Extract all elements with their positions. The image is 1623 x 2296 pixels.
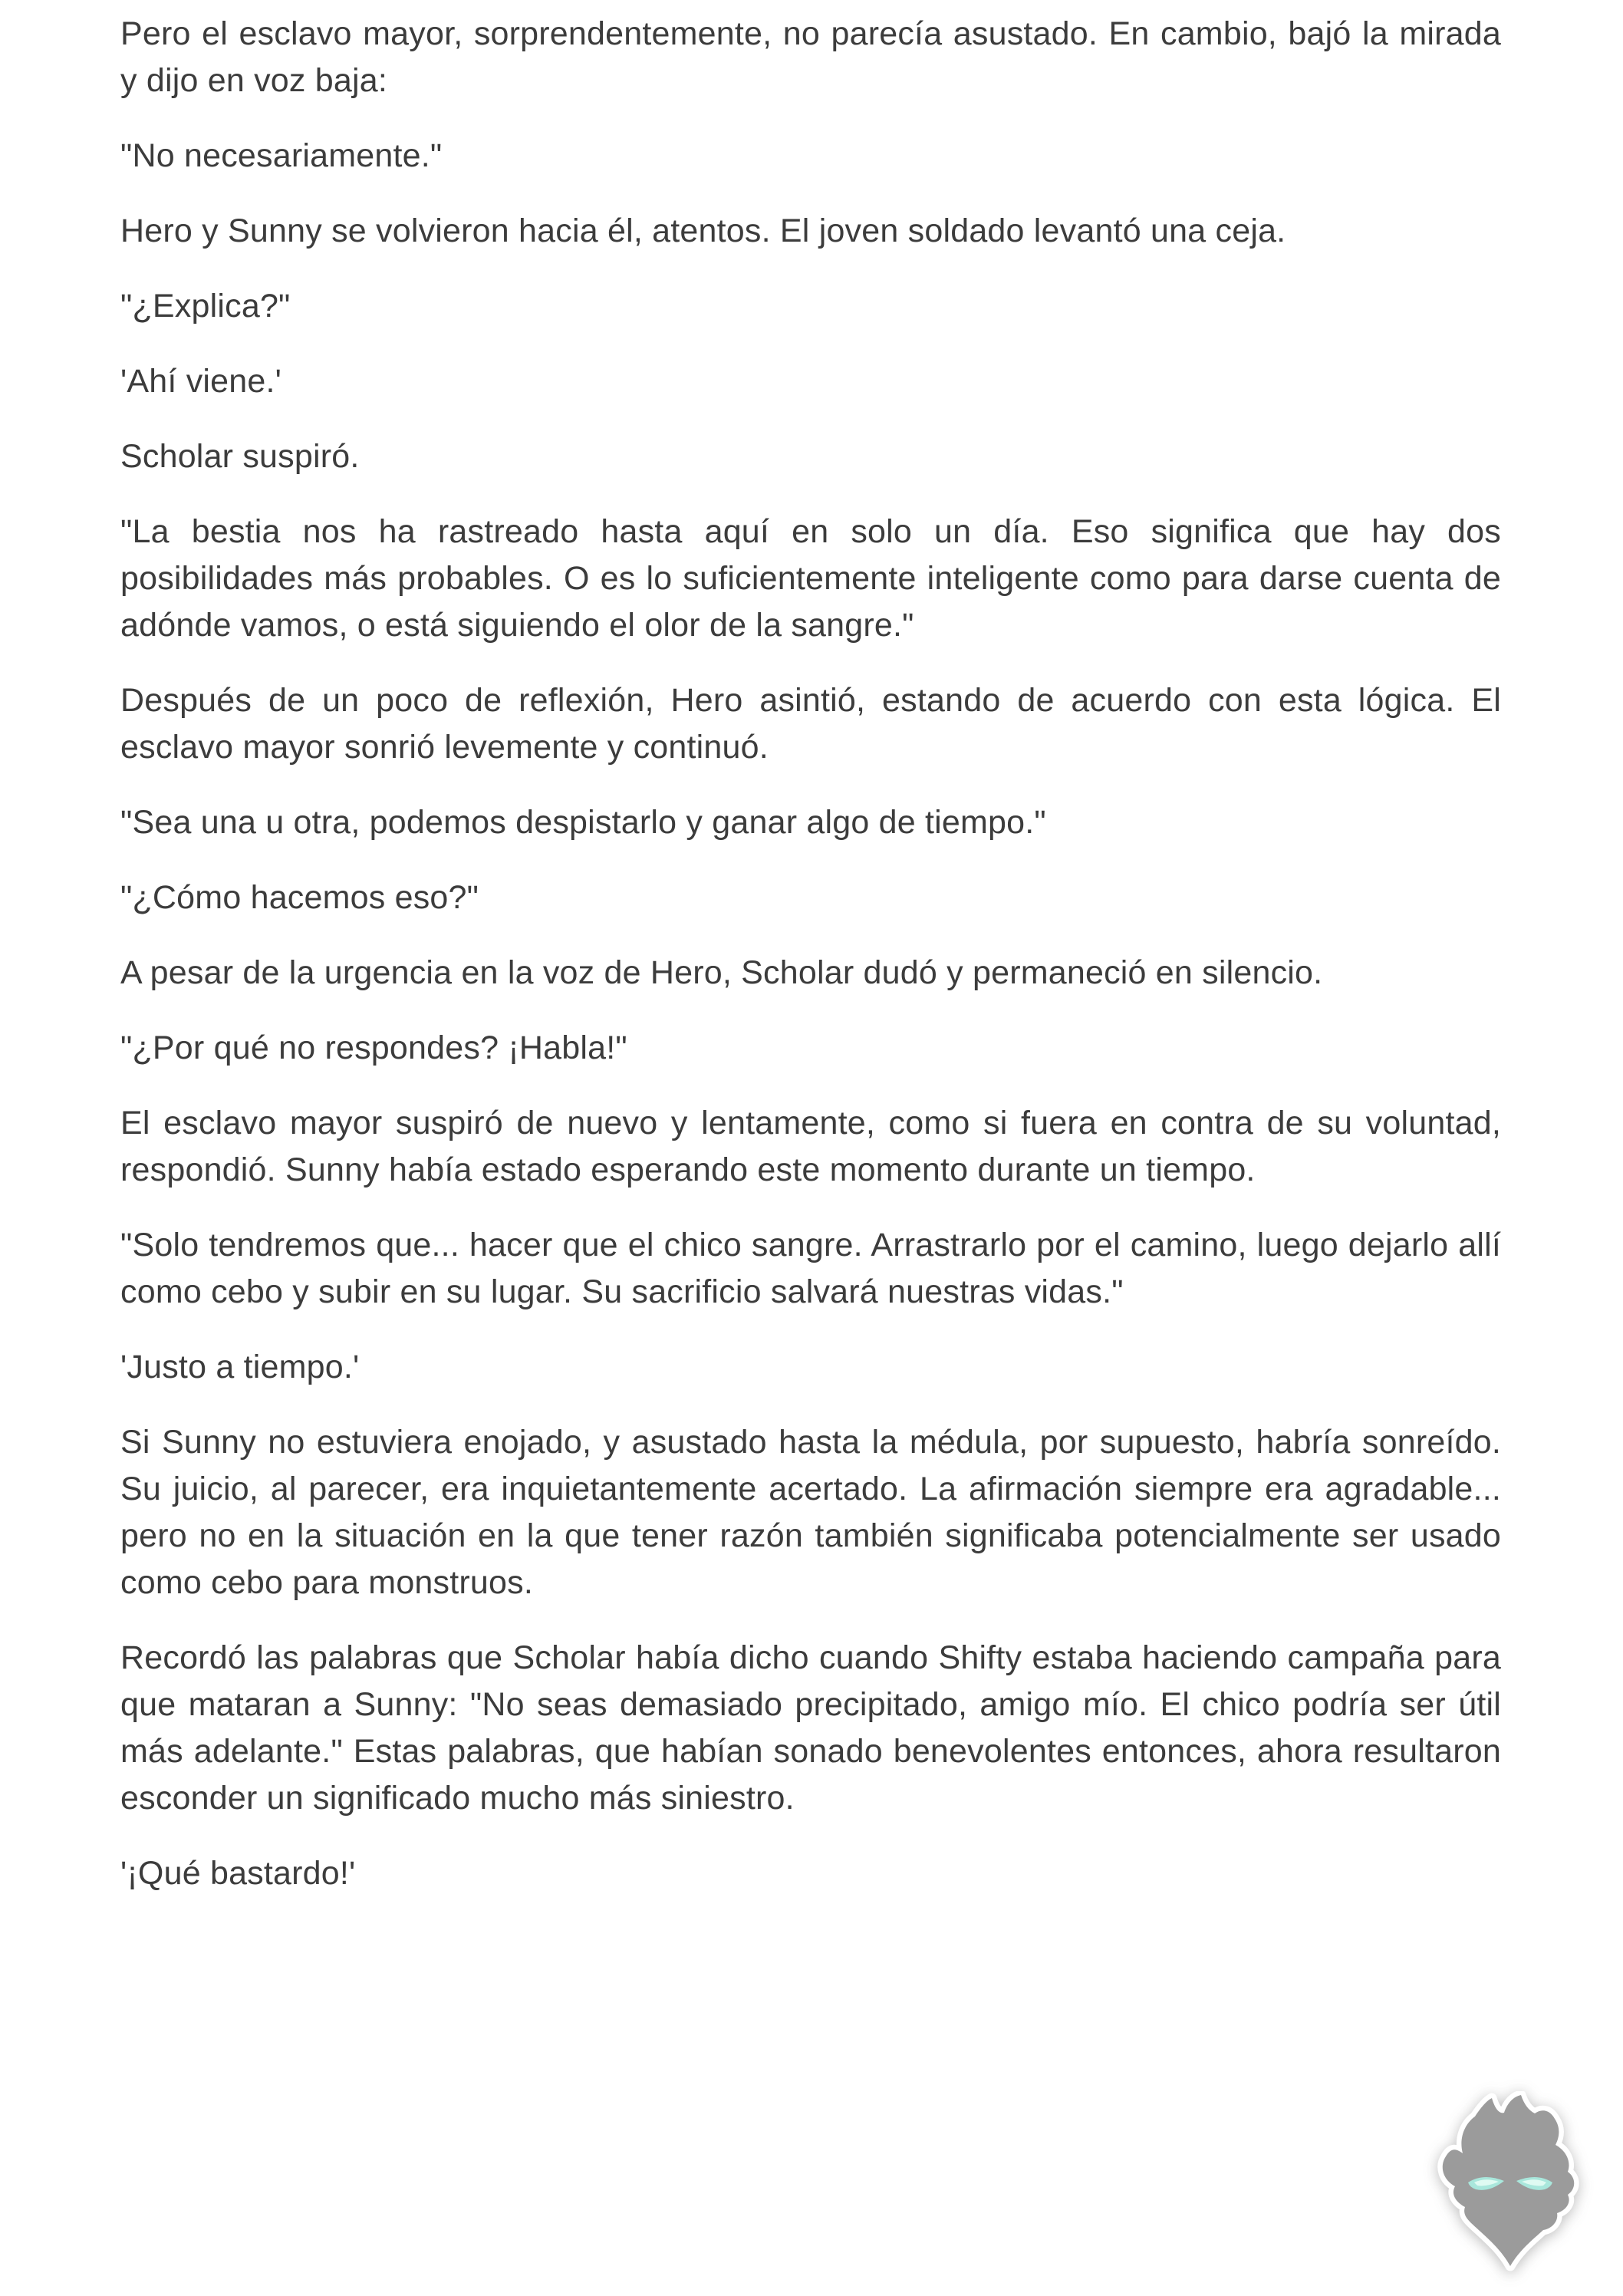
paragraph: "Solo tendremos que... hacer que el chico sangre. Arrastrarlo por el camino, luego dejarlo allí como cebo y subir en su lugar. Su sacrificio salvará nuestras vidas." xyxy=(120,1227,1501,1310)
paragraph: "Sea una u otra, podemos despistarlo y ganar algo de tiempo." xyxy=(120,804,1046,841)
paragraph: "¿Explica?" xyxy=(120,288,291,324)
chapter-text xyxy=(120,11,1501,1925)
demon-head-logo xyxy=(1431,2091,1589,2272)
paragraph: Recordó las palabras que Scholar había dicho cuando Shifty estaba haciendo campaña para que mataran a Sunny: "No seas demasiado precipitado, amigo mío. El chico podría ser útil más adelante." Estas palabras, que habían sonado benevolentes entonces, ahora resultaron esconder un significado mucho más siniestro. xyxy=(120,1639,1501,1817)
paragraph: "La bestia nos ha rastreado hasta aquí en solo un día. Eso significa que hay dos posibilidades más probables. O es lo suficientemente inteligente como para darse cuenta de adónde vamos, o está siguiendo el olor de la sangre." xyxy=(120,513,1501,644)
paragraph: "No necesariamente." xyxy=(120,137,443,174)
paragraph: '¡Qué bastardo!' xyxy=(120,1855,356,1892)
paragraph: 'Justo a tiempo.' xyxy=(120,1349,360,1385)
paragraph: El esclavo mayor suspiró de nuevo y lentamente, como si fuera en contra de su voluntad, respondió. Sunny había estado esperando este momento durante un tiempo. xyxy=(120,1105,1501,1188)
paragraph: Hero y Sunny se volvieron hacia él, atentos. El joven soldado levantó una ceja. xyxy=(120,212,1286,249)
paragraph: 'Ahí viene.' xyxy=(120,363,282,400)
paragraph: A pesar de la urgencia en la voz de Hero, Scholar dudó y permaneció en silencio. xyxy=(120,954,1323,991)
paragraph: "¿Cómo hacemos eso?" xyxy=(120,879,479,916)
logo-silhouette xyxy=(1443,2095,1574,2266)
demon-head-logo-icon xyxy=(1431,2091,1589,2272)
paragraph: Pero el esclavo mayor, sorprendentemente, no parecía asustado. En cambio, bajó la mirada y dijo en voz baja: xyxy=(120,15,1501,99)
paragraph: Scholar suspiró. xyxy=(120,438,360,475)
paragraph: Si Sunny no estuviera enojado, y asustado hasta la médula, por supuesto, habría sonreído. Su juicio, al parecer, era inquietantemente acertado. La afirmación siempre era agradable... pero no en la situación en la que tener razón también significaba potencialmente ser usado como cebo para monstruos. xyxy=(120,1424,1501,1601)
paragraph: Después de un poco de reflexión, Hero asintió, estando de acuerdo con esta lógica. El esclavo mayor sonrió levemente y continuó. xyxy=(120,682,1501,766)
paragraph: "¿Por qué no respondes? ¡Habla!" xyxy=(120,1029,627,1066)
